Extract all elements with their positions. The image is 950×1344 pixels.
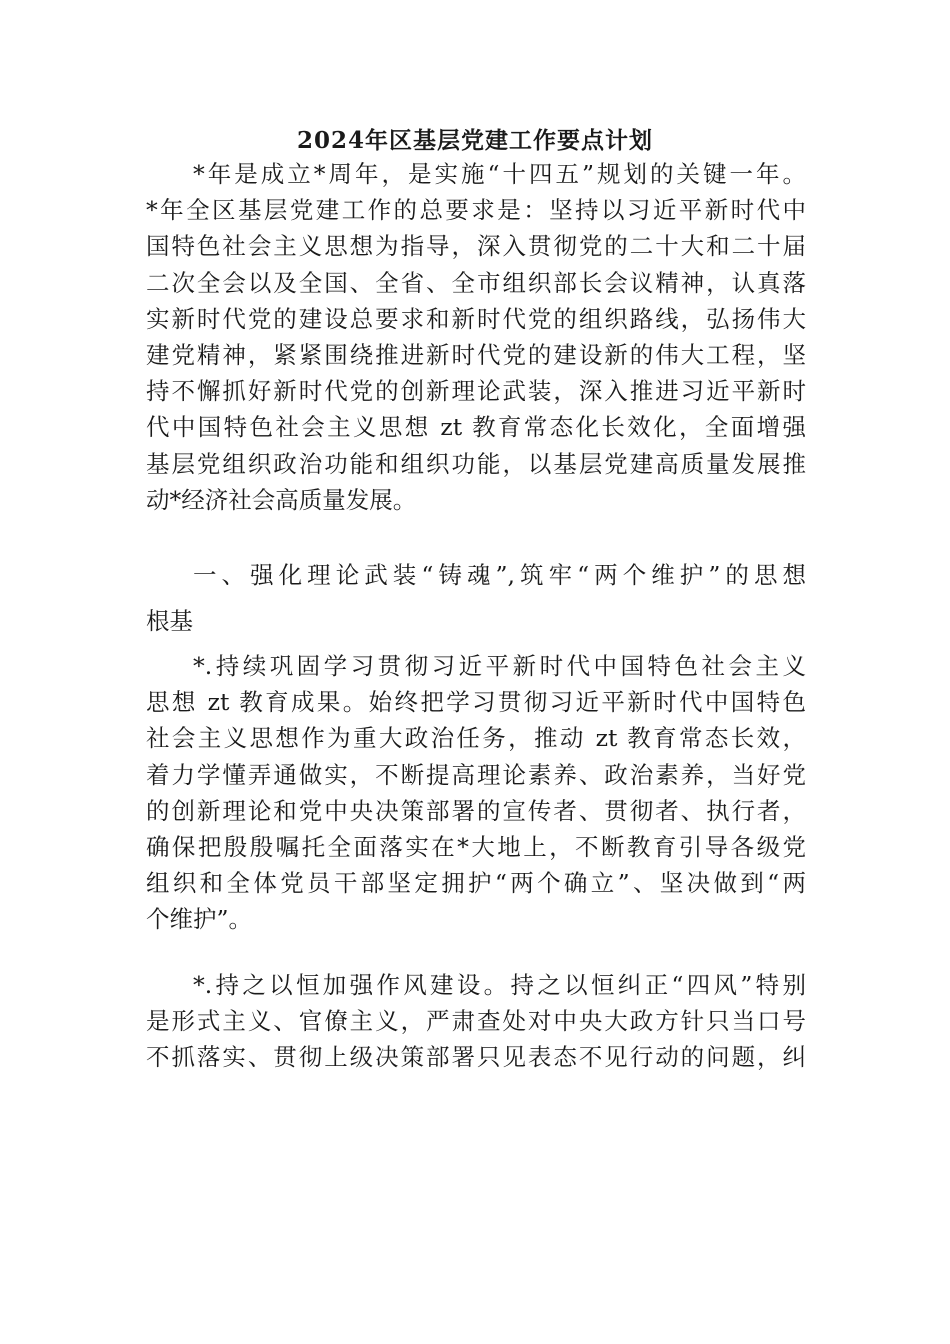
paragraph-1: [146, 648, 806, 938]
text-line: 着力学懂弄通做实，不断提高理论素养、政治素养，当好党: [146, 760, 806, 789]
text-line: 是形式主义、官僚主义，严肃查处对中央大政方针只当口号: [146, 1007, 806, 1036]
document-title: 2024年区基层党建工作要点计划: [296, 127, 653, 154]
text-line: 组织和全体党员干部坚定拥护“两个确立”、坚决做到“两: [146, 869, 806, 898]
text-line: 国特色社会主义思想为指导，深入贯彻党的二十大和二十届: [146, 232, 806, 261]
text-line: 确保把殷殷嘱托全面落实在*大地上，不断教育引导各级党: [146, 832, 806, 861]
text-line: 的创新理论和党中央决策部署的宣传者、贯彻者、执行者，: [146, 796, 806, 825]
intro-paragraph: [146, 156, 806, 518]
section-heading: [146, 552, 806, 644]
text-line: 根基: [146, 607, 193, 635]
text-line: 二次全会以及全国、全省、全市组织部长会议精神，认真落: [146, 268, 806, 297]
text-line: *年是成立*周年，是实施“十四五”规划的关键一年。: [193, 160, 806, 188]
text-line: 思想 zt 教育成果。始终把学习贯彻习近平新时代中国特色: [146, 688, 806, 717]
text-line: 个维护”。: [146, 905, 253, 934]
text-line: 基层党组织政治功能和组织功能，以基层党建高质量发展推: [146, 449, 806, 478]
text-line: 一、强化理论武装“铸魂”,筑牢“两个维护”的思想: [193, 561, 806, 589]
text-line: 持不懈抓好新时代党的创新理论武装，深入推进习近平新时: [146, 377, 806, 406]
text-line: 不抓落实、贯彻上级决策部署只见表态不见行动的问题，纠: [146, 1043, 806, 1072]
text-line: *年全区基层党建工作的总要求是：坚持以习近平新时代中: [146, 196, 806, 225]
paragraph-2: [146, 967, 806, 1076]
text-line: 社会主义思想作为重大政治任务，推动 zt 教育常态长效，: [146, 724, 806, 753]
text-line: 实新时代党的建设总要求和新时代党的组织路线，弘扬伟大: [146, 304, 806, 333]
text-line: 动*经济社会高质量发展。: [146, 485, 417, 514]
text-line: 代中国特色社会主义思想 zt 教育常态化长效化，全面增强: [146, 413, 806, 442]
text-line: *.持之以恒加强作风建设。持之以恒纠正“四风”特别: [193, 971, 806, 999]
text-line: 建党精神，紧紧围绕推进新时代党的建设新的伟大工程，坚: [146, 340, 806, 369]
text-line: *.持续巩固学习贯彻习近平新时代中国特色社会主义: [193, 652, 806, 680]
